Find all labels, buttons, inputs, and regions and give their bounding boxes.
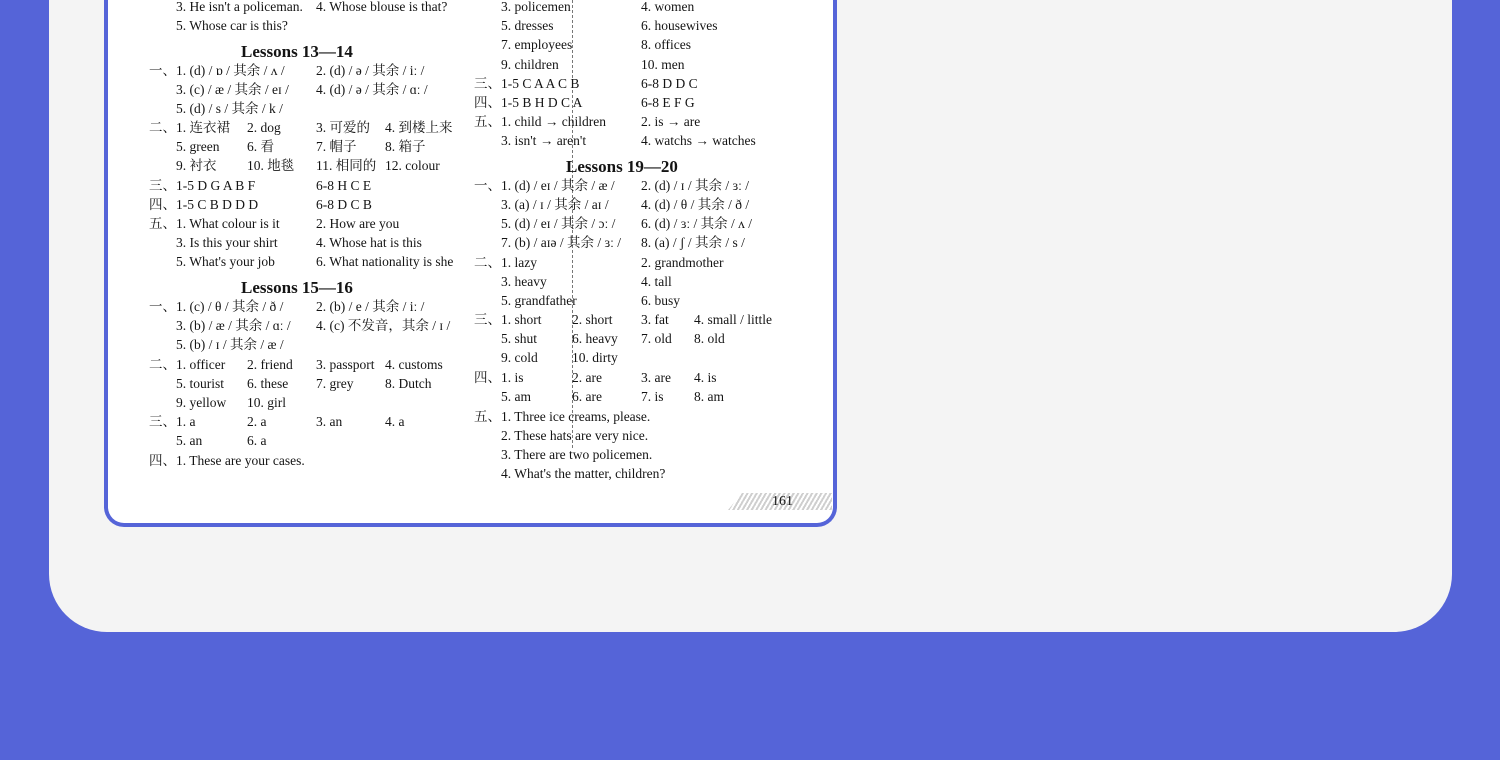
- section-mark: 三、: [474, 312, 501, 327]
- answer-line: 1. child → children: [501, 114, 606, 129]
- section-mark: 三、: [149, 178, 176, 193]
- answer-line: 4. (d) / ə / 其余 / ɑː /: [316, 82, 428, 97]
- answer-line: 5. (b) / ɪ / 其余 / æ /: [176, 337, 284, 352]
- answer-line: 9. yellow: [176, 395, 227, 410]
- answer-line: 7. 帽子: [316, 139, 357, 154]
- section-mark: 四、: [149, 453, 176, 468]
- answer-line: 9. cold: [501, 350, 538, 365]
- answer-line: 3. (a) / ɪ / 其余 / aɪ /: [501, 197, 609, 212]
- answer-line: 5. green: [176, 139, 220, 154]
- answer-line: 3. are: [641, 370, 671, 385]
- answer-line: 3. isn't → aren't: [501, 133, 587, 148]
- answer-line: 2. are: [572, 370, 602, 385]
- answer-line: 6-8 D C B: [316, 197, 372, 212]
- lessons-13-14-heading: Lessons 13—14: [241, 42, 353, 61]
- section-mark: 二、: [149, 357, 176, 372]
- answer-line: 4. women: [641, 0, 695, 14]
- answer-line: 4. Whose blouse is that?: [316, 0, 448, 14]
- answer-line: 6. (d) / ɜː / 其余 / ʌ /: [641, 216, 753, 231]
- answer-line: 8. am: [694, 389, 724, 404]
- answer-line: 6. housewives: [641, 18, 718, 33]
- answer-line: 8. Dutch: [385, 376, 432, 391]
- answer-line: 6. a: [247, 433, 267, 448]
- answer-line: 1. (c) / θ / 其余 / ð /: [176, 299, 284, 314]
- section-mark: 二、: [474, 255, 501, 270]
- answer-line: 3. There are two policemen.: [501, 447, 653, 462]
- answer-line: 2. These hats are very nice.: [501, 428, 649, 443]
- section-mark: 三、: [149, 414, 176, 429]
- answer-line: 10. 地毯: [247, 158, 295, 173]
- answer-line: 2. (d) / ə / 其余 / iː /: [316, 63, 425, 78]
- answer-line: 3. (b) / æ / 其余 / ɑː /: [176, 318, 291, 333]
- section-mark: 一、: [474, 178, 501, 193]
- answer-line: 2. (d) / ɪ / 其余 / ɜː /: [641, 178, 750, 193]
- answer-line: 1. 连衣裙: [176, 120, 230, 135]
- answer-line: 4. small / little: [694, 312, 772, 327]
- answer-line: 1. is: [501, 370, 524, 385]
- answer-line: 2. grandmother: [641, 255, 724, 270]
- section-mark: 五、: [474, 114, 501, 129]
- answer-line: 6. these: [247, 376, 289, 391]
- answer-line: 4. 到楼上来: [385, 120, 453, 135]
- section-mark: 二、: [149, 120, 176, 135]
- answer-line: 6. heavy: [572, 331, 618, 346]
- answer-line: 6. busy: [641, 293, 681, 308]
- section-mark: 一、: [149, 63, 176, 78]
- answer-line: 5. am: [501, 389, 531, 404]
- answer-line: 5. tourist: [176, 376, 225, 391]
- answer-line: 2. friend: [247, 357, 293, 372]
- section-mark: 一、: [149, 299, 176, 314]
- lessons-15-16-heading: Lessons 15—16: [241, 278, 353, 297]
- answer-line: 3. He isn't a policeman.: [176, 0, 303, 14]
- section-mark: 四、: [474, 95, 501, 110]
- answer-line: 5. shut: [501, 331, 538, 346]
- answer-line: 7. employees: [501, 37, 573, 52]
- answer-line: 9. children: [501, 57, 559, 72]
- answer-line: 4. a: [385, 414, 405, 429]
- answer-line: 4. is: [694, 370, 717, 385]
- answer-line: 8. (a) / ʃ / 其余 / s /: [641, 235, 745, 250]
- answer-line: 3. fat: [641, 312, 669, 327]
- answer-line: 4. watchs → watches: [641, 133, 756, 148]
- answer-line: 10. girl: [247, 395, 286, 410]
- answer-line: 7. grey: [316, 376, 354, 391]
- answer-line: 6-8 H C E: [316, 178, 372, 193]
- answer-line: 1-5 C B D D D: [176, 197, 259, 212]
- answer-line: 4. Whose hat is this: [316, 235, 422, 250]
- answer-line: 5. (d) / eɪ / 其余 / ɔː /: [501, 216, 616, 231]
- answer-line: 1. What colour is it: [176, 216, 280, 231]
- answer-line: 8. offices: [641, 37, 691, 52]
- answer-line: 10. dirty: [572, 350, 618, 365]
- answer-line: 2. short: [572, 312, 613, 327]
- answer-line: 6-8 D D C: [641, 76, 698, 91]
- answer-line: 4. (d) / θ / 其余 / ð /: [641, 197, 750, 212]
- answer-line: 7. old: [641, 331, 672, 346]
- answer-line: 9. 衬衣: [176, 158, 217, 173]
- answer-line: 2. (b) / e / 其余 / iː /: [316, 299, 425, 314]
- answer-line: 1. (d) / eɪ / 其余 / æ /: [501, 178, 615, 193]
- answer-line: 1. a: [176, 414, 196, 429]
- answer-line: 2. How are you: [316, 216, 400, 231]
- answer-line: 7. is: [641, 389, 664, 404]
- answer-line: 6-8 E F G: [641, 95, 695, 110]
- lessons-19-20-heading: Lessons 19—20: [566, 157, 678, 176]
- answer-line: 6. What nationality is she: [316, 254, 454, 269]
- answer-line: 3. Is this your shirt: [176, 235, 278, 250]
- answer-line: 1-5 D G A B F: [176, 178, 256, 193]
- answer-line: 1. Three ice creams, please.: [501, 409, 651, 424]
- answer-line: 11. 相同的: [316, 158, 377, 173]
- answer-line: 5. Whose car is this?: [176, 18, 288, 33]
- answer-line: 8. 箱子: [385, 139, 426, 154]
- answer-line: 6. 看: [247, 139, 274, 154]
- answer-line: 1-5 C A A C B: [501, 76, 580, 91]
- section-mark: 三、: [474, 76, 501, 91]
- section-mark: 四、: [474, 370, 501, 385]
- answer-line: 3. 可爱的: [316, 120, 370, 135]
- answer-line: 2. is → are: [641, 114, 701, 129]
- answer-line: 4. tall: [641, 274, 672, 289]
- answer-line: 5. (d) / s / 其余 / k /: [176, 101, 283, 116]
- answer-line: 6. are: [572, 389, 602, 404]
- page-number: 161: [772, 494, 793, 509]
- section-mark: 五、: [149, 216, 176, 231]
- answer-line: 5. grandfather: [501, 293, 577, 308]
- answer-line: 4. customs: [385, 357, 443, 372]
- answer-line: 7. (b) / aɪə / 其余 / ɜː /: [501, 235, 622, 250]
- answer-line: 3. an: [316, 414, 343, 429]
- answer-line: 1. These are your cases.: [176, 453, 305, 468]
- section-mark: 四、: [149, 197, 176, 212]
- answer-line: 2. a: [247, 414, 267, 429]
- answer-line: 2. dog: [247, 120, 281, 135]
- answer-line: 5. dresses: [501, 18, 554, 33]
- answer-line: 12. colour: [385, 158, 440, 173]
- answer-line: 5. an: [176, 433, 203, 448]
- answer-line: 1. (d) / ɒ / 其余 / ʌ /: [176, 63, 285, 78]
- answer-line: 3. (c) / æ / 其余 / eɪ /: [176, 82, 289, 97]
- answer-line: 1. officer: [176, 357, 226, 372]
- answer-line: 4. (c) 不发音，其余 / ɪ /: [316, 318, 451, 333]
- answer-line: 3. passport: [316, 357, 375, 372]
- section-mark: 五、: [474, 409, 501, 424]
- answer-line: 8. old: [694, 331, 725, 346]
- answer-line: 10. men: [641, 57, 685, 72]
- answer-line: 3. policemen: [501, 0, 571, 14]
- answer-line: 1. lazy: [501, 255, 537, 270]
- answer-line: 3. heavy: [501, 274, 547, 289]
- answer-line: 1. short: [501, 312, 542, 327]
- answer-line: 4. What's the matter, children?: [501, 466, 666, 481]
- answer-line: 1-5 B H D C A: [501, 95, 583, 110]
- answer-line: 5. What's your job: [176, 254, 275, 269]
